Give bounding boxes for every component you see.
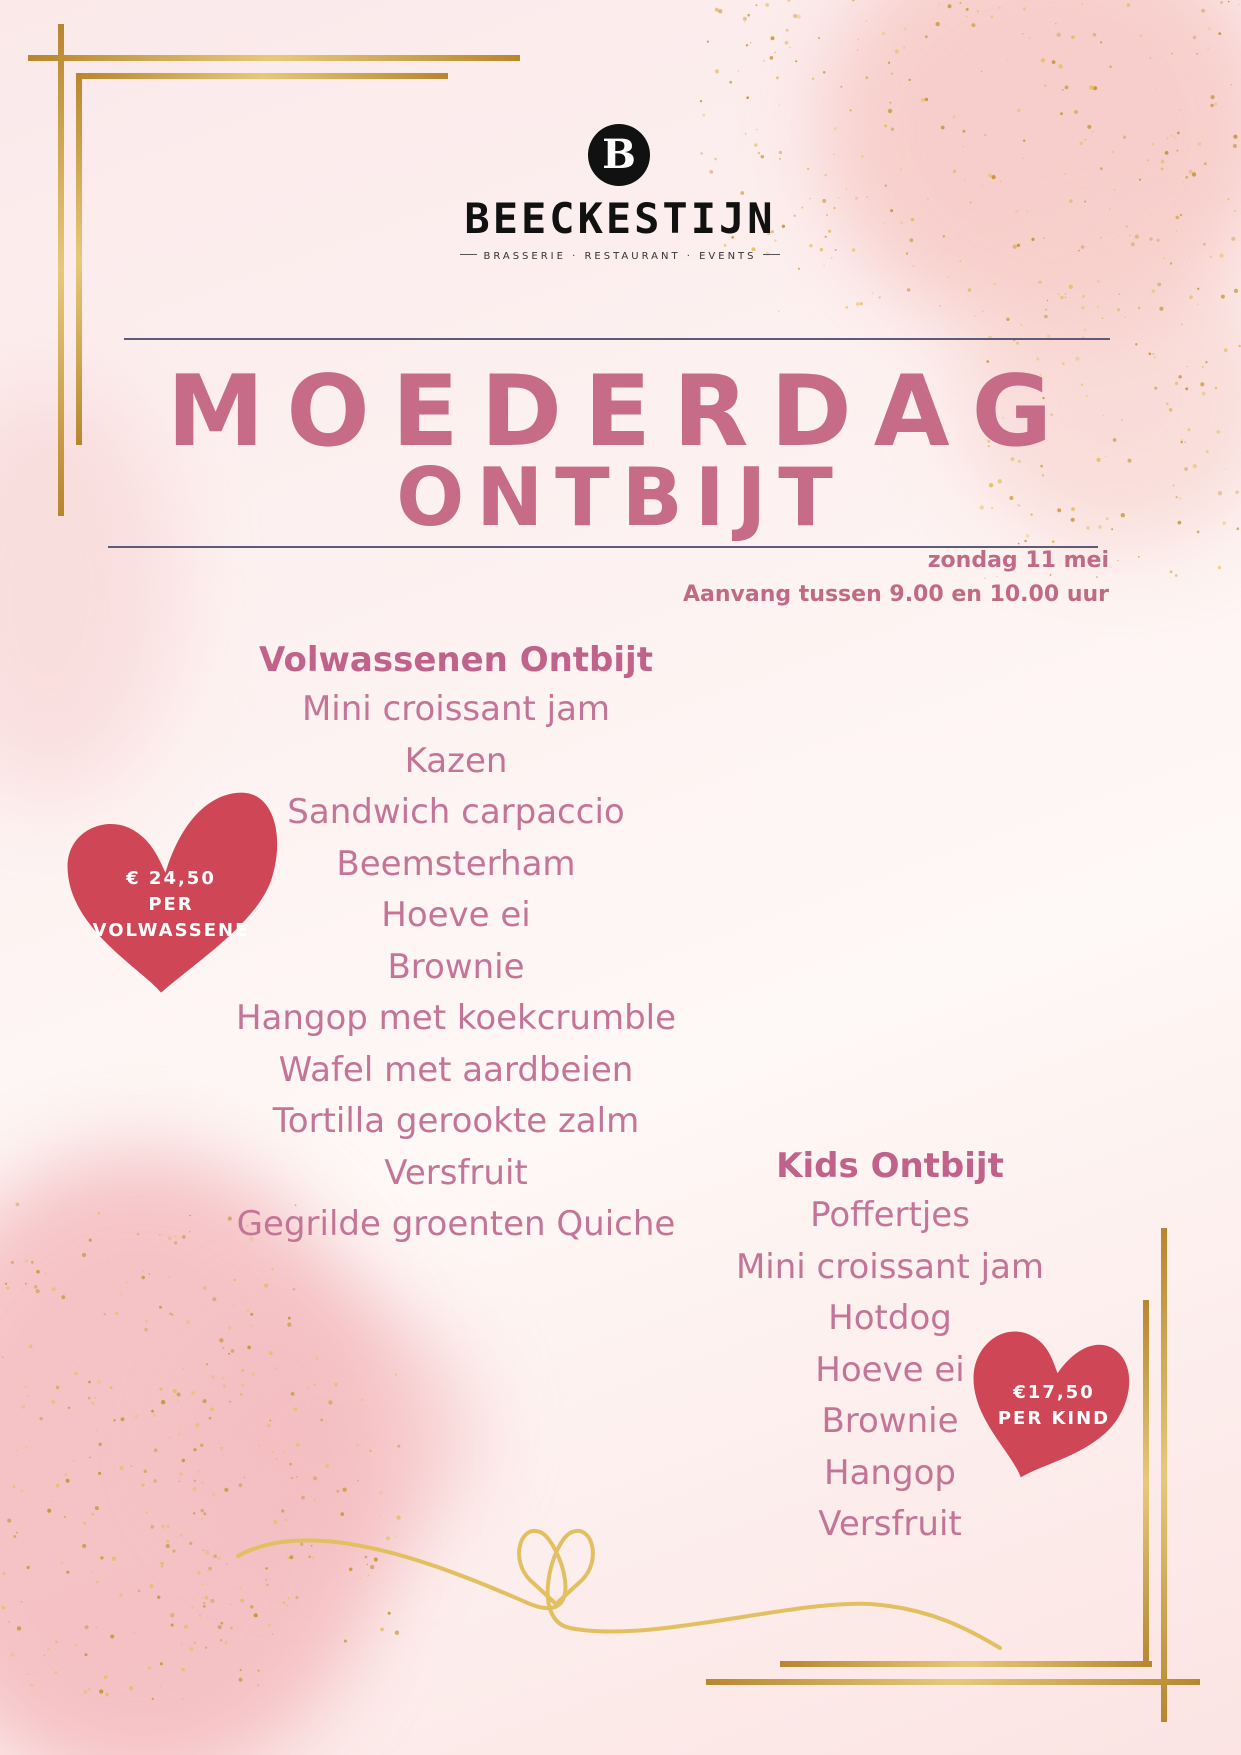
adult-menu-item: Kazen [404, 740, 508, 781]
kids-menu-item: Poffertjes [810, 1195, 970, 1235]
adult-menu-item: Gegrilde groenten Quiche [236, 1204, 676, 1244]
gold-frame-line [76, 73, 448, 79]
gold-frame-line [1143, 1300, 1149, 1667]
adult-menu-item: Brownie [387, 946, 525, 987]
kids-price-badge [984, 1380, 1124, 1432]
adult-price-per: PER [148, 894, 194, 915]
brand-name: BEECKESTIJN [464, 194, 776, 243]
kids-price-unit: PER KIND [997, 1408, 1111, 1429]
adult-price: € 24,50 [126, 868, 216, 889]
kids-menu-item: Versfruit [818, 1504, 962, 1544]
adult-menu-item: Tortilla gerookte zalm [272, 1101, 640, 1141]
gold-frame-line [1161, 1228, 1167, 1722]
adult-menu-item: Hoeve ei [381, 895, 531, 935]
brand-tagline-row [420, 244, 820, 266]
gold-heart-swirl-icon [230, 1520, 1010, 1660]
adult-menu-item: Versfruit [384, 1152, 528, 1193]
gold-frame-line [28, 55, 520, 61]
adult-price-badge [74, 866, 268, 944]
gold-frame-line [706, 1679, 1200, 1685]
kids-menu-heading: Kids Ontbijt [776, 1146, 1004, 1186]
adult-menu-item: Wafel met aardbeien [278, 1049, 634, 1090]
title-rule-top [124, 338, 1110, 340]
logo-letter: B [602, 131, 636, 178]
gold-frame-line [780, 1661, 1152, 1667]
title-line-1: MOEDERDAG [166, 355, 1075, 469]
adult-menu-item: Hangop met koekcrumble [235, 998, 677, 1038]
kids-price: €17,50 [1013, 1382, 1095, 1403]
kids-menu-item: Hotdog [828, 1298, 952, 1338]
logo-badge [588, 124, 650, 186]
brand-block [420, 194, 820, 266]
event-start-time: Aanvang tussen 9.00 en 10.00 uur [682, 582, 1109, 607]
kids-menu-item: Brownie [821, 1401, 959, 1441]
brand-tagline: BRASSERIE · RESTAURANT · EVENTS [477, 251, 762, 262]
adult-menu-item: Sandwich carpaccio [287, 792, 625, 832]
adult-price-unit: VOLWASSENE [92, 920, 250, 941]
kids-menu-item: Hoeve ei [815, 1349, 965, 1390]
kids-menu-item: Hangop [824, 1452, 956, 1493]
adult-menu-heading: Volwassenen Ontbijt [259, 640, 653, 680]
adult-menu-item: Beemsterham [336, 843, 576, 884]
adult-menu-item: Mini croissant jam [301, 689, 611, 729]
event-date: zondag 11 mei [927, 548, 1109, 573]
kids-menu-item: Mini croissant jam [735, 1246, 1045, 1287]
title-line-2: ONTBIJT [396, 451, 845, 544]
